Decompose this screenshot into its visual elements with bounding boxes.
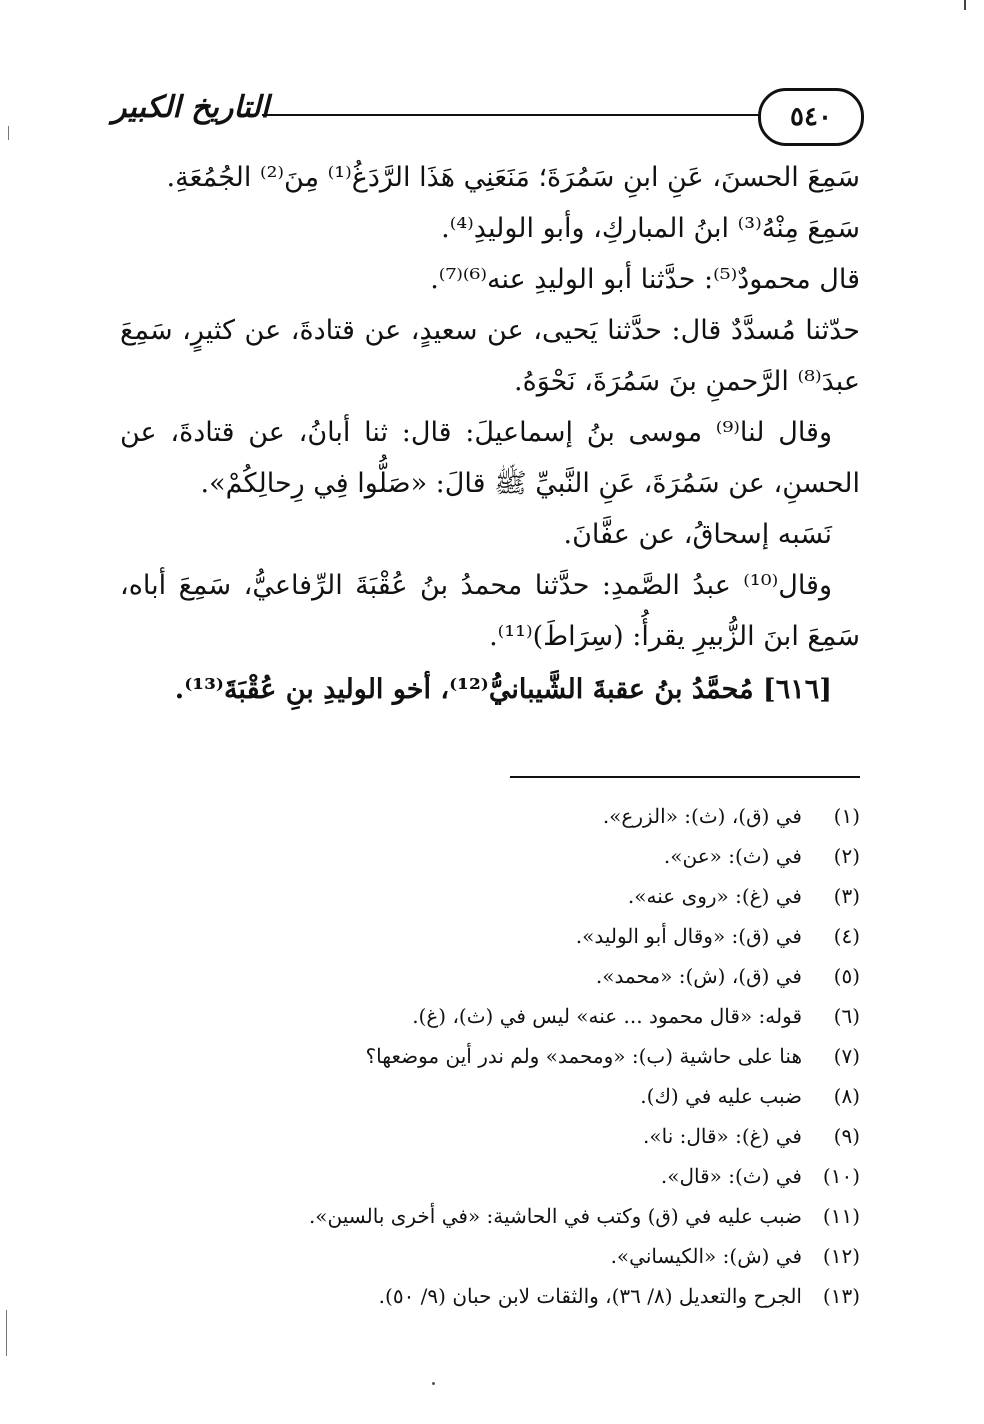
footnote-item (120, 1156, 860, 1196)
footnote-number: (١) (833, 804, 860, 828)
footnote-number: (٧) (833, 1044, 860, 1068)
body-line: نَسَبه إسحاقُ، عن عفَّانَ. (563, 519, 832, 550)
footnote-text: في (ق): «وقال أبو الوليد». (575, 924, 802, 948)
footnotes (120, 796, 860, 1316)
footnote-number: (١١) (822, 1204, 860, 1228)
footnote-number: (٥) (833, 964, 860, 988)
body-paragraph: وقال⁽¹⁰⁾ عبدُ الصَّمدِ: حدَّثنا محمدُ بنُ عُقْبَةَ الرِّفاعيُّ، سَمِعَ أباه، سَمِعَ ابنَ الزُّبيرِ يقرأُ: (سِرَاطَ)⁽¹¹⁾. (120, 570, 860, 652)
footnote-item (120, 836, 860, 876)
footnote-item (120, 996, 860, 1036)
page-header (112, 88, 864, 148)
footnote-text: الجرح والتعديل (٨/ ٣٦)، والثقات لابن حبان (٩/ ٥٠). (378, 1284, 802, 1308)
footnote-item (120, 1076, 860, 1116)
corner-mark (964, 0, 976, 10)
body-line: سَمِعَ مِنْهُ⁽³⁾ ابنُ المباركِ، وأبو الوليدِ⁽⁴⁾. (441, 213, 860, 244)
footnote-text: في (ث): «عن». (663, 844, 802, 868)
footnote-item (120, 1276, 860, 1316)
footnote-number: (١٢) (822, 1244, 860, 1268)
footnote-number: (٦) (833, 1004, 860, 1028)
footnote-number: (٢) (833, 844, 860, 868)
margin-tick-top (8, 126, 9, 140)
scan-dot (432, 1382, 435, 1385)
footnote-text: ضبب عليه في (ك). (640, 1084, 802, 1108)
body-line: سَمِعَ الحسنَ، عَنِ ابنِ سَمُرَةَ؛ مَنَعَنِي هَذَا الرَّدَغُ⁽¹⁾ مِنَ⁽²⁾ الجُمُعَةِ. (166, 162, 860, 193)
footnote-item (120, 956, 860, 996)
footnote-text: في (ق)، (ش): «محمد». (595, 964, 802, 988)
footnote-number: (٩) (833, 1124, 860, 1148)
footnote-number: (٨) (833, 1084, 860, 1108)
footnote-separator (510, 776, 860, 778)
main-text (120, 152, 860, 715)
biography-entry-heading: [٦١٦] مُحمَّدُ بنُ عقبةَ الشَّيبانيُّ⁽¹²⁾، أخو الوليدِ بنِ عُقْبَةَ⁽¹³⁾. (174, 674, 832, 705)
footnote-item (120, 796, 860, 836)
page-number: ٥٤٠ (758, 88, 864, 146)
body-paragraph: حدّثنا مُسدَّدٌ قال: حدَّثنا يَحيى، عن سعيدٍ، عن قتادةَ، عن كثيرٍ، سَمِعَ عبدَ⁽⁸⁾ الرَّحمنِ بنَ سَمُرَةَ، نَحْوَهُ. (120, 315, 860, 397)
footnote-item (120, 876, 860, 916)
running-title: التاريخ الكبير (112, 90, 270, 125)
footnote-text: هنا على حاشية (ب): «ومحمد» ولم ندر أين موضعها؟ (365, 1044, 802, 1068)
header-rule (262, 114, 760, 116)
footnote-text: في (غ): «روى عنه». (627, 884, 802, 908)
body-paragraph: وقال لنا⁽⁹⁾ موسى بنُ إسماعيلَ: قال: ثنا أبانُ، عن قتادةَ، عن الحسنِ، عن سَمُرَةَ، عَنِ النَّبيِّ ﷺ قالَ: «صَلُّوا فِي رِحالِكُمْ». (120, 417, 860, 499)
footnote-text: في (ق)، (ث): «الزرع». (602, 804, 802, 828)
footnote-text: قوله: «قال محمود ... عنه» ليس في (ث)، (غ). (412, 1004, 802, 1028)
footnote-item (120, 1196, 860, 1236)
footnote-number: (٣) (833, 884, 860, 908)
footnote-item (120, 1236, 860, 1276)
footnote-text: في (غ): «قال: نا». (643, 1124, 802, 1148)
footnote-number: (٤) (833, 924, 860, 948)
margin-tick-bottom (6, 1310, 7, 1356)
footnote-text: في (ش): «الكيساني». (610, 1244, 802, 1268)
footnote-number: (١٣) (822, 1284, 860, 1308)
footnote-item (120, 1036, 860, 1076)
footnote-item (120, 916, 860, 956)
body-line: قال محمودٌ⁽⁵⁾: حدَّثنا أبو الوليدِ عنه⁽⁶⁾⁽⁷⁾. (430, 264, 860, 295)
footnote-text: في (ث): «قال». (660, 1164, 802, 1188)
footnote-item (120, 1116, 860, 1156)
footnote-text: ضبب عليه في (ق) وكتب في الحاشية: «في أخرى بالسين». (308, 1204, 802, 1228)
footnote-number: (١٠) (822, 1164, 860, 1188)
